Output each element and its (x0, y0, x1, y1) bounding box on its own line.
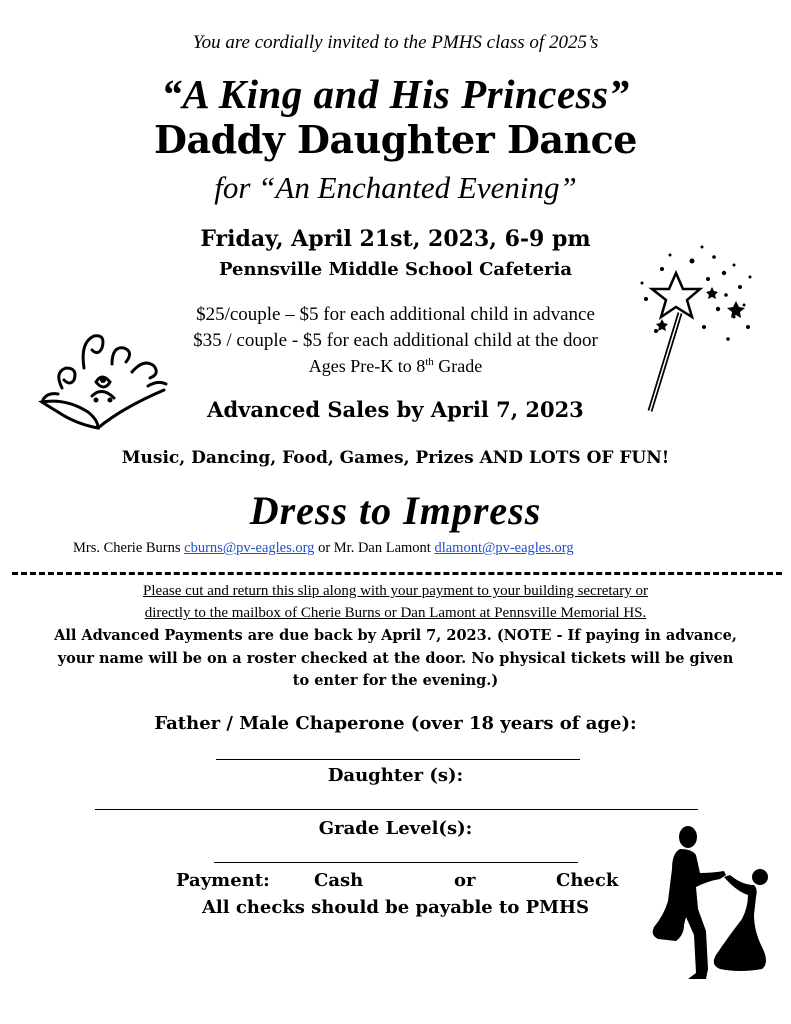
age-range-suffix: Grade (433, 356, 483, 376)
checks-payable-note: All checks should be payable to PMHS (201, 897, 590, 918)
daughter-label: Daughter (s): (327, 765, 464, 786)
price-door: $35 / couple - $5 for each additional child at the door (193, 330, 598, 351)
contact-line (73, 540, 574, 557)
email-link-cburns[interactable]: cburns@pv-eagles.org (184, 540, 315, 556)
father-label: Father / Male Chaperone (over 18 years of age): (154, 713, 637, 734)
contact-prefix: Mrs. Cherie Burns (73, 540, 185, 556)
event-title: “A King and His Princess” (161, 71, 630, 117)
grade-level-label: Grade Level(s): (318, 818, 473, 839)
event-venue: Pennsville Middle School Cafeteria (218, 259, 573, 280)
dancing-couple-silhouette (650, 823, 772, 983)
invitation-line: You are cordially invited to the PMHS class of 2025’s (192, 32, 599, 53)
payment-option-cash[interactable]: Cash (314, 870, 364, 891)
email-link-dlamont[interactable]: dlamont@pv-eagles.org (434, 540, 574, 556)
payment-note-line-2: your name will be on a roster checked at the door. No physical tickets will be given (57, 650, 734, 667)
dress-code: Dress to Impress (249, 488, 542, 533)
cut-line-divider (12, 572, 782, 575)
advanced-sales-deadline: Advanced Sales by April 7, 2023 (207, 397, 584, 422)
contact-middle: or Mr. Dan Lamont (314, 540, 435, 556)
event-date: Friday, April 21st, 2023, 6-9 pm (200, 226, 591, 252)
payment-option-check[interactable]: Check (556, 870, 619, 891)
event-subtitle: Daddy Daughter Dance (154, 117, 637, 162)
payment-note-line-3: to enter for the evening.) (292, 672, 499, 689)
tiara-icon (36, 328, 176, 434)
payment-option-or: or (454, 870, 476, 891)
age-range-prefix: Ages Pre-K to 8 (308, 356, 426, 376)
cut-instruction-line-2: directly to the mailbox of Cherie Burns or Dan Lamont at Pennsville Memorial HS. (144, 605, 647, 621)
price-advance: $25/couple – $5 for each additional child in advance (196, 304, 595, 325)
event-tagline: for “An Enchanted Evening” (214, 170, 577, 205)
grade-level-blank[interactable] (214, 862, 578, 863)
magic-wand-icon (630, 243, 760, 415)
payment-note-line-1: All Advanced Payments are due back by April 7, 2023. (NOTE - If paying in advance, (54, 627, 737, 644)
payment-label: Payment: (176, 870, 270, 891)
cut-instruction-line-1: Please cut and return this slip along with your payment to your building secretary or (143, 583, 648, 599)
father-name-blank[interactable] (216, 759, 580, 760)
age-range-ordinal: th (425, 356, 434, 368)
activities-list: Music, Dancing, Food, Games, Prizes AND LOTS OF FUN! (121, 448, 670, 468)
daughter-name-blank[interactable] (95, 809, 698, 810)
